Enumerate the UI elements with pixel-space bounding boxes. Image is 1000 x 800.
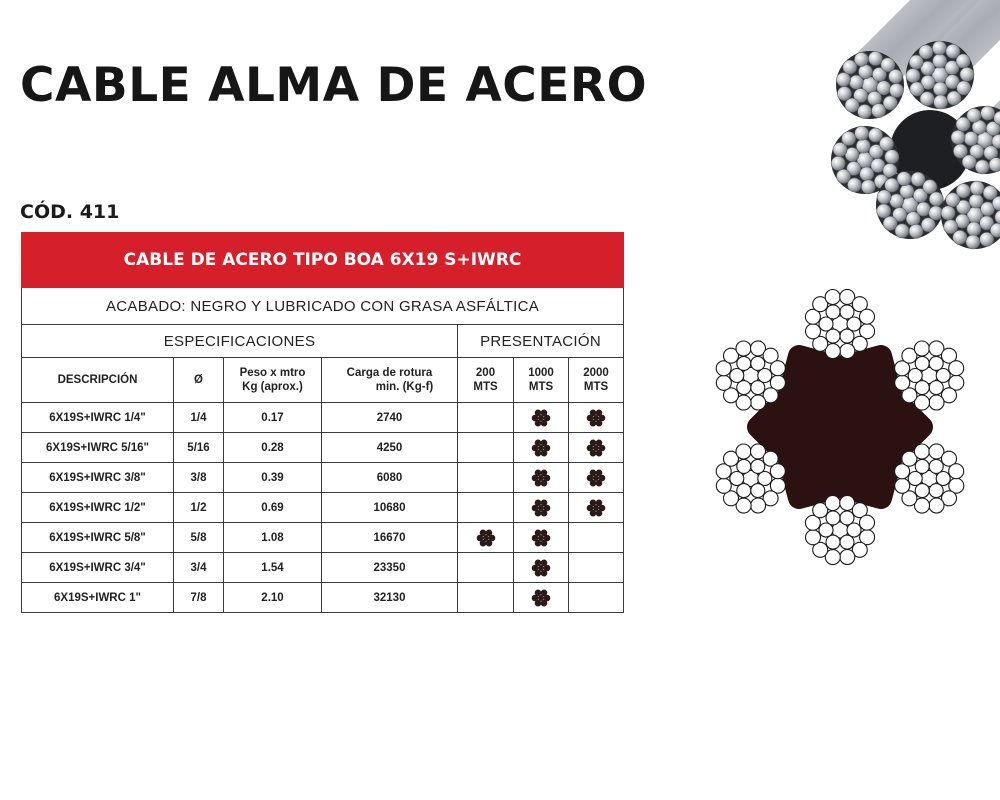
table-row xyxy=(22,463,624,493)
cell-2000mts xyxy=(569,523,624,553)
cell-description: 6X19S+IWRC 3/8" xyxy=(22,463,174,493)
col-header-weight: Peso x mtro Kg (aprox.) xyxy=(224,358,322,403)
cell-weight: 0.39 xyxy=(224,463,322,493)
cell-weight: 1.08 xyxy=(224,523,322,553)
cell-load: 4250 xyxy=(322,433,458,463)
spec-table xyxy=(21,232,624,613)
cell-description: 6X19S+IWRC 5/8" xyxy=(22,523,174,553)
cell-200mts xyxy=(458,553,514,583)
cell-200mts xyxy=(458,403,514,433)
strand-cross-section-icon xyxy=(530,497,552,519)
cell-weight: 0.28 xyxy=(224,433,322,463)
cell-1000mts xyxy=(514,553,569,583)
strand-cross-section-icon xyxy=(530,527,552,549)
col-header-1000mts: 1000 MTS xyxy=(514,358,569,403)
cell-2000mts xyxy=(569,433,624,463)
strand-cross-section-icon xyxy=(475,527,497,549)
strand-cross-section-icon xyxy=(530,407,552,429)
group-header-specs: ESPECIFICACIONES xyxy=(22,325,458,358)
cell-1000mts xyxy=(514,523,569,553)
col-header-200mts: 200 MTS xyxy=(458,358,514,403)
cell-1000mts xyxy=(514,433,569,463)
table-banner: CABLE DE ACERO TIPO BOA 6X19 S+IWRC xyxy=(22,233,624,288)
cell-description: 6X19S+IWRC 3/4" xyxy=(22,553,174,583)
col-header-2000mts: 2000 MTS xyxy=(569,358,624,403)
table-row xyxy=(22,583,624,613)
strand-cross-section-icon xyxy=(530,467,552,489)
cable-cross-section-diagram xyxy=(675,262,1000,592)
strand-cross-section-icon xyxy=(585,437,607,459)
cell-diameter: 5/16 xyxy=(174,433,224,463)
cell-diameter: 3/4 xyxy=(174,553,224,583)
cell-1000mts xyxy=(514,403,569,433)
cell-1000mts xyxy=(514,493,569,523)
cell-200mts xyxy=(458,463,514,493)
cell-2000mts xyxy=(569,583,624,613)
steel-cable-photo xyxy=(800,0,1000,250)
cell-load: 2740 xyxy=(322,403,458,433)
cell-diameter: 1/2 xyxy=(174,493,224,523)
table-row xyxy=(22,403,624,433)
cell-1000mts xyxy=(514,463,569,493)
strand-cross-section-icon xyxy=(530,557,552,579)
table-row xyxy=(22,523,624,553)
cell-diameter: 3/8 xyxy=(174,463,224,493)
cell-weight: 0.69 xyxy=(224,493,322,523)
table-row xyxy=(22,493,624,523)
cell-1000mts xyxy=(514,583,569,613)
page-title: CABLE ALMA DE ACERO xyxy=(20,58,648,113)
cell-200mts xyxy=(458,493,514,523)
product-code: CÓD. 411 xyxy=(20,201,120,223)
cell-description: 6X19S+IWRC 5/16" xyxy=(22,433,174,463)
cell-load: 16670 xyxy=(322,523,458,553)
cell-weight: 1.54 xyxy=(224,553,322,583)
cell-load: 32130 xyxy=(322,583,458,613)
col-header-load: Carga de rotura min. (Kg-f) xyxy=(322,358,458,403)
strand-cross-section-icon xyxy=(585,467,607,489)
group-header-presentation: PRESENTACIÓN xyxy=(458,325,624,358)
cell-load: 10680 xyxy=(322,493,458,523)
cell-load: 6080 xyxy=(322,463,458,493)
strand-cross-section-icon xyxy=(585,497,607,519)
cell-weight: 2.10 xyxy=(224,583,322,613)
cell-2000mts xyxy=(569,463,624,493)
cell-diameter: 1/4 xyxy=(174,403,224,433)
cell-200mts xyxy=(458,523,514,553)
cell-diameter: 7/8 xyxy=(174,583,224,613)
cell-2000mts xyxy=(569,553,624,583)
strand-cross-section-icon xyxy=(530,437,552,459)
cell-load: 23350 xyxy=(322,553,458,583)
strand-cross-section-icon xyxy=(530,587,552,609)
col-header-description: DESCRIPCIÓN xyxy=(22,358,174,403)
cell-2000mts xyxy=(569,493,624,523)
cell-2000mts xyxy=(569,403,624,433)
cell-description: 6X19S+IWRC 1/4" xyxy=(22,403,174,433)
table-row xyxy=(22,433,624,463)
cell-200mts xyxy=(458,433,514,463)
strand-cross-section-icon xyxy=(585,407,607,429)
cell-200mts xyxy=(458,583,514,613)
cell-diameter: 5/8 xyxy=(174,523,224,553)
table-row xyxy=(22,553,624,583)
cell-weight: 0.17 xyxy=(224,403,322,433)
col-header-diameter: Ø xyxy=(174,358,224,403)
finish-note: ACABADO: NEGRO Y LUBRICADO CON GRASA ASFÁLTICA xyxy=(22,288,624,325)
cell-description: 6X19S+IWRC 1" xyxy=(22,583,174,613)
cell-description: 6X19S+IWRC 1/2" xyxy=(22,493,174,523)
